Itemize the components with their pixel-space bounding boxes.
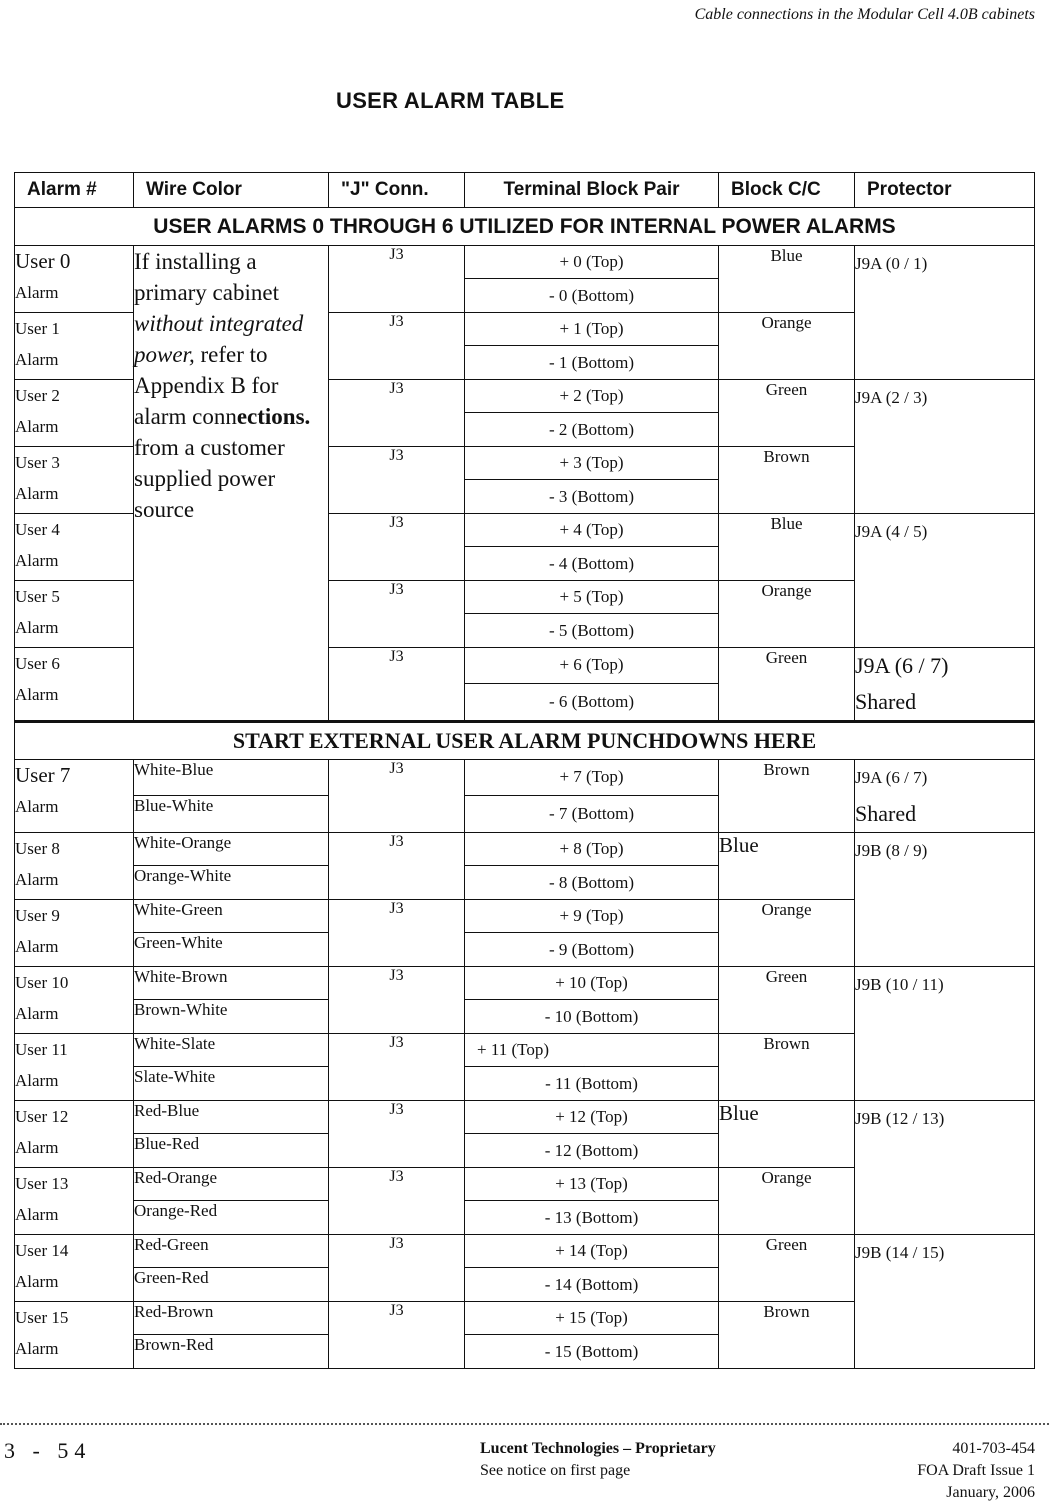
block-cc-cell: Green xyxy=(719,380,855,447)
external-punchdowns-banner: START EXTERNAL USER ALARM PUNCHDOWNS HERE xyxy=(15,722,1035,760)
note-text-bold: ections. xyxy=(236,404,311,429)
block-cc-cell: Orange xyxy=(719,581,855,648)
user-alarm-table xyxy=(14,172,1035,1369)
alarm-user: User 10 xyxy=(15,973,69,992)
column-header: Alarm # xyxy=(15,173,134,208)
alarm-label: Alarm xyxy=(15,797,59,816)
page-number: 3 - 54 xyxy=(4,1438,92,1463)
alarm-cell xyxy=(15,447,134,514)
alarm-label: Alarm xyxy=(15,1205,59,1224)
j-conn-cell: J3 xyxy=(329,581,465,648)
protector-cell: J9B (14 / 15) xyxy=(855,1235,1035,1369)
primary-cabinet-note xyxy=(134,246,329,722)
alarm-label: Alarm xyxy=(15,937,59,956)
banner-row xyxy=(15,722,1035,760)
terminal-bottom-cell: - 9 (Bottom) xyxy=(465,933,719,967)
terminal-top-cell: + 9 (Top) xyxy=(465,900,719,933)
alarm-user: User 2 xyxy=(15,386,60,405)
wire-color-cell: Green-White xyxy=(134,933,329,967)
column-header: Block C/C xyxy=(719,173,855,208)
alarm-cell xyxy=(15,760,134,833)
footer-issue: FOA Draft Issue 1 xyxy=(917,1462,1035,1479)
running-head: Cable connections in the Modular Cell 4.0B cabinets xyxy=(694,6,1035,23)
terminal-top-cell: + 2 (Top) xyxy=(465,380,719,413)
terminal-bottom-cell: - 14 (Bottom) xyxy=(465,1268,719,1302)
alarm-cell xyxy=(15,581,134,648)
alarm-cell xyxy=(15,1235,134,1302)
block-cc-cell: Green xyxy=(719,967,855,1034)
alarm-cell xyxy=(15,514,134,581)
terminal-bottom-cell: - 15 (Bottom) xyxy=(465,1335,719,1369)
block-cc-cell: Green xyxy=(719,648,855,722)
protector-line: Shared xyxy=(855,689,917,714)
alarm-cell xyxy=(15,967,134,1034)
block-cc-cell: Brown xyxy=(719,447,855,514)
table-row xyxy=(15,1101,1035,1134)
wire-color-cell: Red-Orange xyxy=(134,1168,329,1201)
j-conn-cell: J3 xyxy=(329,900,465,967)
alarm-label: Alarm xyxy=(15,1138,59,1157)
j-conn-cell: J3 xyxy=(329,246,465,313)
wire-color-cell: Red-Brown xyxy=(134,1302,329,1335)
table-header-row xyxy=(15,173,1035,208)
footer-right xyxy=(917,1438,1035,1504)
block-cc-cell: Blue xyxy=(719,833,855,900)
table-row xyxy=(15,246,1035,279)
j-conn-cell: J3 xyxy=(329,514,465,581)
alarm-label: Alarm xyxy=(15,417,59,436)
alarm-label: Alarm xyxy=(15,1004,59,1023)
j-conn-cell: J3 xyxy=(329,1034,465,1101)
wire-color-cell: Brown-White xyxy=(134,1000,329,1034)
alarm-user: User 4 xyxy=(15,520,60,539)
j-conn-cell: J3 xyxy=(329,1302,465,1369)
wire-color-cell: White-Slate xyxy=(134,1034,329,1067)
note-text-italic: without integrated power, xyxy=(134,311,304,367)
table-row xyxy=(15,1235,1035,1268)
terminal-top-cell: + 14 (Top) xyxy=(465,1235,719,1268)
protector-cell: J9B (8 / 9) xyxy=(855,833,1035,967)
alarm-label: Alarm xyxy=(15,618,59,637)
terminal-bottom-cell: - 4 (Bottom) xyxy=(465,547,719,581)
j-conn-cell: J3 xyxy=(329,1101,465,1168)
terminal-bottom-cell: - 5 (Bottom) xyxy=(465,614,719,648)
page-title: USER ALARM TABLE xyxy=(336,88,565,113)
wire-color-cell: Slate-White xyxy=(134,1067,329,1101)
alarm-label: Alarm xyxy=(15,350,59,369)
alarm-user: User 9 xyxy=(15,906,60,925)
j-conn-cell: J3 xyxy=(329,760,465,833)
protector-cell: J9A (2 / 3) xyxy=(855,380,1035,514)
alarm-cell xyxy=(15,1302,134,1369)
alarm-label: Alarm xyxy=(15,1272,59,1291)
terminal-bottom-cell: - 10 (Bottom) xyxy=(465,1000,719,1034)
alarm-cell xyxy=(15,1168,134,1235)
alarm-user: User 12 xyxy=(15,1107,69,1126)
footer-center xyxy=(480,1438,716,1482)
terminal-bottom-cell: - 2 (Bottom) xyxy=(465,413,719,447)
column-header: Terminal Block Pair xyxy=(465,173,719,208)
block-cc-cell: Green xyxy=(719,1235,855,1302)
terminal-bottom-cell: - 13 (Bottom) xyxy=(465,1201,719,1235)
terminal-bottom-cell: - 7 (Bottom) xyxy=(465,795,719,832)
alarm-cell xyxy=(15,1034,134,1101)
block-cc-cell: Orange xyxy=(719,900,855,967)
alarm-label: Alarm xyxy=(15,870,59,889)
wire-color-cell: Blue-Red xyxy=(134,1134,329,1168)
banner-row xyxy=(15,208,1035,246)
wire-color-cell: Red-Blue xyxy=(134,1101,329,1134)
wire-color-cell: White-Brown xyxy=(134,967,329,1000)
terminal-top-cell: + 7 (Top) xyxy=(465,760,719,796)
alarm-cell xyxy=(15,833,134,900)
wire-color-cell: White-Blue xyxy=(134,760,329,796)
alarm-cell xyxy=(15,380,134,447)
wire-color-cell: Red-Green xyxy=(134,1235,329,1268)
protector-cell: J9B (10 / 11) xyxy=(855,967,1035,1101)
protector-cell: J9A (4 / 5) xyxy=(855,514,1035,648)
alarm-label: Alarm xyxy=(15,551,59,570)
block-cc-cell: Blue xyxy=(719,514,855,581)
block-cc-cell: Blue xyxy=(719,246,855,313)
terminal-top-cell: + 6 (Top) xyxy=(465,648,719,684)
alarm-user: User 5 xyxy=(15,587,60,606)
terminal-bottom-cell: - 0 (Bottom) xyxy=(465,279,719,313)
block-cc-cell: Orange xyxy=(719,1168,855,1235)
protector-cell: J9A (0 / 1) xyxy=(855,246,1035,380)
terminal-bottom-cell: - 11 (Bottom) xyxy=(465,1067,719,1101)
j-conn-cell: J3 xyxy=(329,313,465,380)
j-conn-cell: J3 xyxy=(329,380,465,447)
block-cc-cell: Brown xyxy=(719,1302,855,1369)
alarm-user: User 8 xyxy=(15,839,60,858)
note-text: refer to Appendix B for alarm conn xyxy=(134,342,279,429)
protector-line: Shared xyxy=(855,801,917,826)
alarm-user: User 14 xyxy=(15,1241,69,1260)
alarm-user: User 6 xyxy=(15,654,60,673)
table-row xyxy=(15,967,1035,1000)
wire-color-cell: White-Green xyxy=(134,900,329,933)
wire-color-cell: Orange-Red xyxy=(134,1201,329,1235)
column-header: Protector xyxy=(855,173,1035,208)
alarm-label: Alarm xyxy=(15,484,59,503)
table-row xyxy=(15,760,1035,796)
terminal-top-cell: + 0 (Top) xyxy=(465,246,719,279)
footer-notice: See notice on first page xyxy=(480,1462,631,1479)
j-conn-cell: J3 xyxy=(329,447,465,514)
protector-cell xyxy=(855,648,1035,722)
alarm-cell xyxy=(15,246,134,313)
alarm-user: User 15 xyxy=(15,1308,69,1327)
terminal-top-cell: + 15 (Top) xyxy=(465,1302,719,1335)
footer-doc-number: 401-703-454 xyxy=(952,1440,1035,1457)
alarm-user: User 3 xyxy=(15,453,60,472)
alarm-user: User 1 xyxy=(15,319,60,338)
terminal-top-cell: + 5 (Top) xyxy=(465,581,719,614)
footer-company: Lucent Technologies – Proprietary xyxy=(480,1440,716,1457)
alarm-user: User 0 xyxy=(15,249,71,273)
terminal-bottom-cell: - 8 (Bottom) xyxy=(465,866,719,900)
alarm-user: User 13 xyxy=(15,1174,69,1193)
alarm-cell xyxy=(15,313,134,380)
protector-line: J9A (6 / 7) xyxy=(855,653,949,678)
wire-color-cell: Orange-White xyxy=(134,866,329,900)
wire-color-cell: Brown-Red xyxy=(134,1335,329,1369)
terminal-bottom-cell: - 3 (Bottom) xyxy=(465,480,719,514)
alarm-cell xyxy=(15,1101,134,1168)
terminal-top-cell: + 3 (Top) xyxy=(465,447,719,480)
alarm-label: Alarm xyxy=(15,1071,59,1090)
wire-color-cell: White-Orange xyxy=(134,833,329,866)
terminal-top-cell: + 10 (Top) xyxy=(465,967,719,1000)
protector-cell xyxy=(855,760,1035,833)
table-row xyxy=(15,833,1035,866)
footer-date: January, 2006 xyxy=(946,1484,1035,1501)
protector-line: J9A (6 / 7) xyxy=(855,768,928,787)
column-header: Wire Color xyxy=(134,173,329,208)
terminal-top-cell: + 12 (Top) xyxy=(465,1101,719,1134)
terminal-top-cell: + 13 (Top) xyxy=(465,1168,719,1201)
block-cc-cell: Blue xyxy=(719,1101,855,1168)
terminal-top-cell: + 11 (Top) xyxy=(465,1034,719,1067)
wire-color-cell: Green-Red xyxy=(134,1268,329,1302)
j-conn-cell: J3 xyxy=(329,648,465,722)
alarm-cell xyxy=(15,648,134,722)
block-cc-cell: Brown xyxy=(719,760,855,833)
internal-alarms-banner: USER ALARMS 0 THROUGH 6 UTILIZED FOR INTERNAL POWER ALARMS xyxy=(15,208,1035,246)
alarm-user: User 7 xyxy=(15,763,71,787)
block-cc-cell: Brown xyxy=(719,1034,855,1101)
alarm-label: Alarm xyxy=(15,685,59,704)
terminal-top-cell: + 8 (Top) xyxy=(465,833,719,866)
j-conn-cell: J3 xyxy=(329,833,465,900)
wire-color-cell: Blue-White xyxy=(134,795,329,832)
j-conn-cell: J3 xyxy=(329,1235,465,1302)
j-conn-cell: J3 xyxy=(329,1168,465,1235)
block-cc-cell: Orange xyxy=(719,313,855,380)
terminal-bottom-cell: - 1 (Bottom) xyxy=(465,346,719,380)
terminal-bottom-cell: - 12 (Bottom) xyxy=(465,1134,719,1168)
protector-cell: J9B (12 / 13) xyxy=(855,1101,1035,1235)
note-text: from a customer supplied power source xyxy=(134,435,285,522)
alarm-label: Alarm xyxy=(15,1339,59,1358)
terminal-bottom-cell: - 6 (Bottom) xyxy=(465,683,719,721)
column-header: "J" Conn. xyxy=(329,173,465,208)
terminal-top-cell: + 4 (Top) xyxy=(465,514,719,547)
footer-rule xyxy=(0,1423,1049,1425)
terminal-top-cell: + 1 (Top) xyxy=(465,313,719,346)
j-conn-cell: J3 xyxy=(329,967,465,1034)
note-text: If installing a primary cabinet xyxy=(134,249,279,305)
alarm-cell xyxy=(15,900,134,967)
alarm-user: User 11 xyxy=(15,1040,68,1059)
alarm-label: Alarm xyxy=(15,283,59,302)
